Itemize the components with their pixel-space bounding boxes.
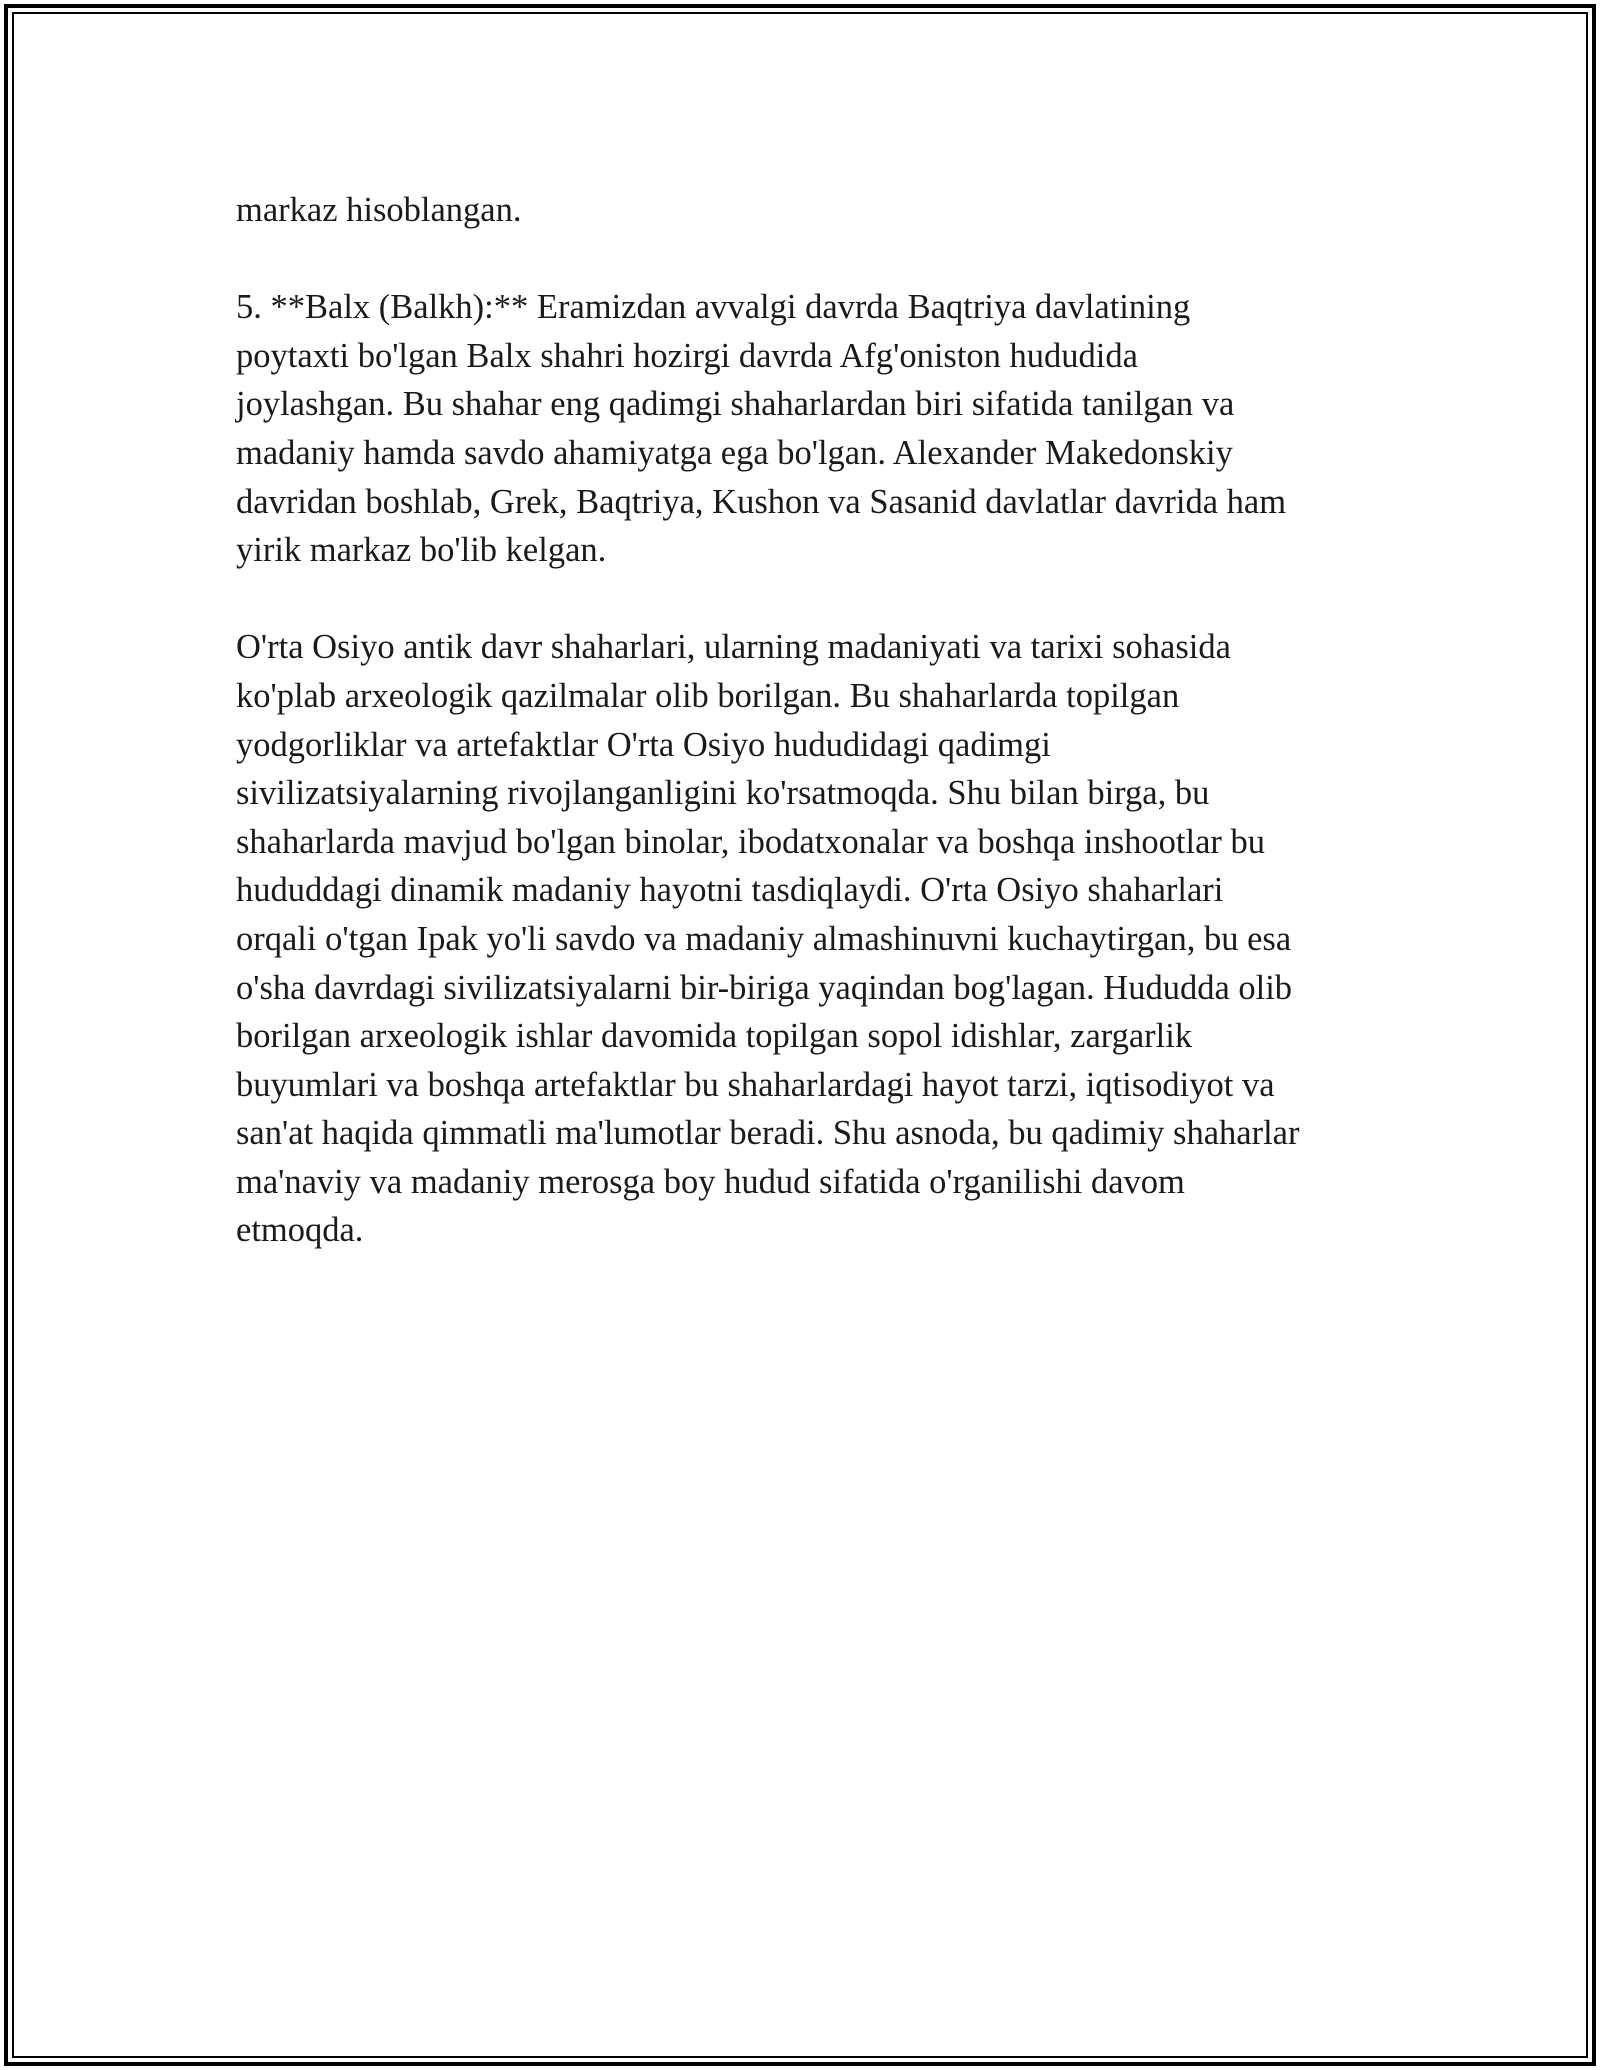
text-line: borilgan arxeologik ishlar davomida topilgan sopol idishlar, zargarlik: [236, 1017, 1193, 1056]
text-line: shaharlarda mavjud bo'lgan binolar, ibodatxonalar va boshqa inshootlar bu: [236, 822, 1266, 861]
text-line: poytaxti bo'lgan Balx shahri hozirgi davrda Afg'oniston hududida: [236, 336, 1138, 375]
paragraph-spacer: [236, 235, 1386, 284]
text-line: yirik markaz bo'lib kelgan.: [236, 531, 607, 570]
paragraph-continuation: [236, 186, 1386, 235]
text-line: sivilizatsiyalarning rivojlanganligini ko'rsatmoqda. Shu bilan birga, bu: [236, 774, 1210, 813]
document-body: [236, 186, 1386, 1255]
text-line: O'rta Osiyo antik davr shaharlari, ularning madaniyati va tarixi sohasida: [236, 628, 1231, 667]
text-line: yodgorliklar va artefaktlar O'rta Osiyo hududidagi qadimgi: [236, 725, 1051, 764]
paragraph-balx: [236, 283, 1386, 575]
text-line: etmoqda.: [236, 1211, 364, 1250]
paragraph-spacer: [236, 575, 1386, 624]
text-line: davridan boshlab, Grek, Baqtriya, Kushon va Sasanid davlatlar davrida ham: [236, 482, 1287, 521]
text-line: orqali o'tgan Ipak yo'li savdo va madaniy almashinuvni kuchaytirgan, bu esa: [236, 919, 1292, 958]
text-line: madaniy hamda savdo ahamiyatga ega bo'lgan. Alexander Makedonskiy: [236, 433, 1233, 472]
text-line: ma'naviy va madaniy merosga boy hudud sifatida o'rganilishi davom: [236, 1162, 1185, 1201]
text-line: markaz hisoblangan.: [236, 191, 522, 229]
text-line: ko'plab arxeologik qazilmalar olib borilgan. Bu shaharlarda topilgan: [236, 676, 1180, 715]
text-line: joylashgan. Bu shahar eng qadimgi shaharlardan biri sifatida tanilgan va: [236, 385, 1235, 424]
text-line: san'at haqida qimmatli ma'lumotlar beradi. Shu asnoda, bu qadimiy shaharlar: [236, 1114, 1300, 1153]
text-line: 5. **Balx (Balkh):** Eramizdan avvalgi davrda Baqtriya davlatining: [236, 288, 1191, 327]
paragraph-summary: [236, 623, 1386, 1255]
text-line: o'sha davrdagi sivilizatsiyalarni bir-biriga yaqindan bog'lagan. Hududda olib: [236, 968, 1293, 1007]
text-line: buyumlari va boshqa artefaktlar bu shaharlardagi hayot tarzi, iqtisodiyot va: [236, 1065, 1275, 1104]
text-line: hududdagi dinamik madaniy hayotni tasdiqlaydi. O'rta Osiyo shaharlari: [236, 871, 1224, 910]
